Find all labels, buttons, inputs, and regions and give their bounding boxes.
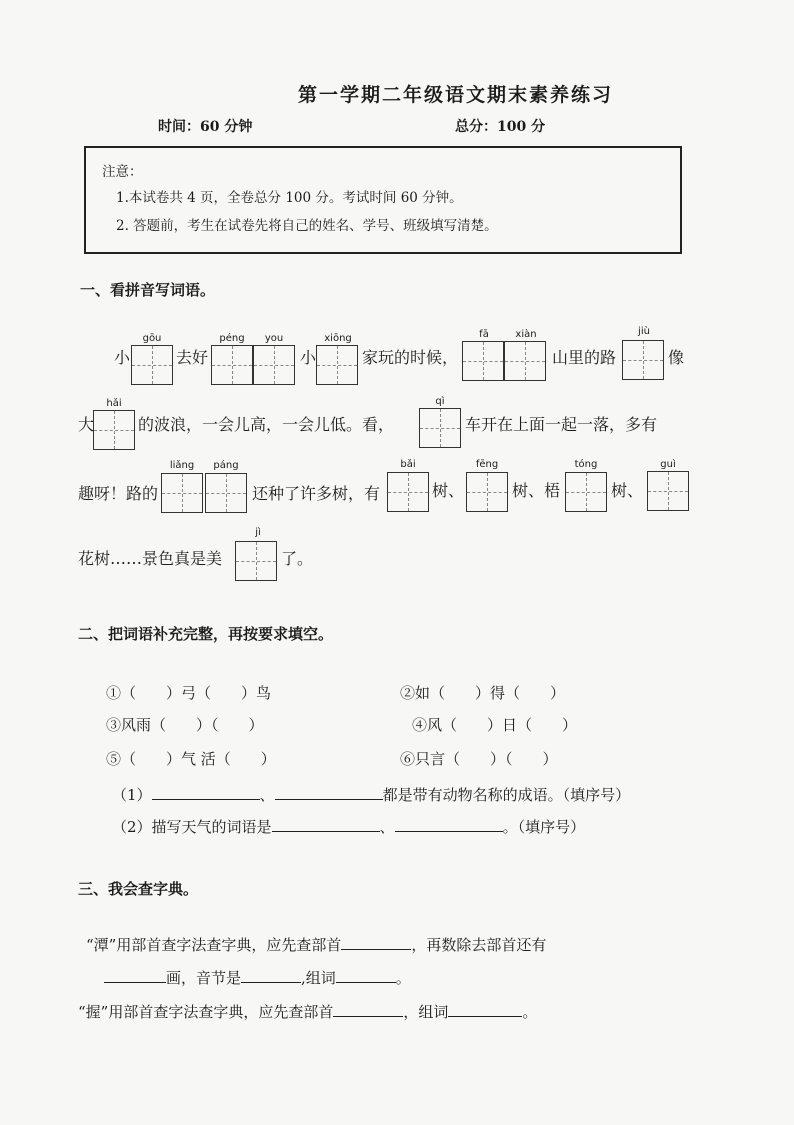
answer-blank-q2-b[interactable] — [395, 817, 503, 832]
write-box-jiu[interactable] — [622, 340, 664, 380]
pinyin-xian: xiàn — [515, 329, 537, 340]
pinyin-bai: bǎi — [400, 459, 416, 470]
notice-line-1: 1.本试卷共 4 页，全卷总分 100 分。考试时间 60 分钟。 — [116, 190, 463, 206]
answer-blank-tan-strokes[interactable] — [104, 968, 166, 983]
write-box-xiong[interactable] — [316, 345, 358, 385]
pinyin-jiu: jiù — [638, 326, 650, 337]
notice-line-2: 2. 答题前，考生在试卷先将自己的姓名、学号、班级填写清楚。 — [116, 218, 498, 234]
answer-blank-tan-radical[interactable] — [341, 935, 411, 950]
question-2 — [112, 816, 585, 837]
write-box-you[interactable] — [253, 345, 295, 385]
total-score: 总分：100 分 — [455, 119, 546, 135]
page-title: 第一学期二年级语文期末素养练习 — [298, 84, 614, 106]
notice-label: 注意： — [102, 164, 143, 180]
pinyin-ji: jì — [255, 527, 261, 538]
section-2-heading: 二、把词语补充完整，再按要求填空。 — [78, 625, 334, 643]
write-box-gou[interactable] — [131, 345, 173, 385]
text-che: 车开在上面一起一落，多有 — [465, 415, 658, 434]
idiom-item-1: ①（ ）弓（ ）鸟 — [106, 684, 272, 702]
write-box-liang[interactable] — [161, 473, 203, 513]
pinyin-peng: péng — [219, 333, 245, 344]
dict-q2-text-c: 。 — [522, 1003, 538, 1021]
write-box-pang[interactable] — [205, 473, 247, 513]
text-shan-li: 山里的路 — [552, 348, 617, 367]
pinyin-fa: fā — [479, 329, 489, 340]
dict-q2-text-b: ，组词 — [403, 1003, 449, 1021]
write-box-feng[interactable] — [466, 472, 508, 512]
idiom-item-2: ②如（ ）得（ ） — [400, 684, 566, 702]
idiom-item-4: ④风（ ）日（ ） — [412, 716, 578, 734]
idiom-item-6: ⑥只言（ ）（ ） — [400, 750, 558, 768]
pinyin-qi: qì — [435, 396, 445, 407]
text-qu-hao: 去好 — [176, 348, 209, 367]
write-box-ji[interactable] — [235, 541, 277, 581]
text-shu-1: 树、 — [432, 481, 465, 500]
write-box-hai[interactable] — [93, 410, 135, 450]
answer-blank-q1-a[interactable] — [152, 785, 260, 800]
section-1-heading: 一、看拼音写词语。 — [80, 281, 216, 299]
pinyin-gou: gōu — [142, 333, 162, 344]
write-box-gui[interactable] — [647, 471, 689, 511]
write-box-peng[interactable] — [211, 345, 253, 385]
text-da: 大 — [78, 415, 95, 434]
dict-q1-text-c: 画，音节是 — [166, 969, 242, 987]
text-qu-ya: 趣呀！路的 — [78, 484, 159, 503]
dictionary-question-2 — [78, 1001, 537, 1022]
answer-blank-wo-radical[interactable] — [333, 1002, 403, 1017]
question-2-sep: 、 — [379, 818, 395, 836]
text-jia-wan: 家玩的时候， — [362, 348, 459, 367]
text-shu-3: 树、 — [611, 481, 644, 500]
text-shu-2: 树、梧 — [512, 481, 561, 500]
dict-q1-text-e: 。 — [395, 969, 411, 987]
write-box-qi[interactable] — [419, 408, 461, 448]
dict-q1-text-a: “潭”用部首查字法查字典，应先查部首 — [86, 936, 342, 954]
text-bo-lang: 的波浪，一会儿高，一会儿低。看， — [138, 415, 395, 434]
text-le: 了。 — [281, 549, 314, 568]
idiom-item-3: ③风雨（ ）（ ） — [106, 716, 264, 734]
answer-blank-q1-b[interactable] — [275, 785, 383, 800]
pinyin-xiong: xiōng — [324, 333, 352, 344]
question-1-sep: 、 — [259, 786, 275, 804]
question-2-prefix: （2）描写天气的词语是 — [112, 818, 272, 836]
time-limit: 时间：60 分钟 — [158, 119, 253, 135]
answer-blank-wo-word[interactable] — [448, 1002, 522, 1017]
question-1-suffix: 都是带有动物名称的成语。（填序号） — [382, 786, 631, 804]
pinyin-gui: guì — [660, 459, 676, 470]
text-hua-shu: 花树……景色真是美 — [78, 549, 223, 568]
write-box-tong[interactable] — [565, 472, 607, 512]
question-2-suffix: 。（填序号） — [502, 818, 586, 836]
answer-blank-tan-syllable[interactable] — [241, 968, 301, 983]
pinyin-you: you — [264, 333, 284, 344]
pinyin-tong: tóng — [574, 459, 598, 470]
pinyin-pang: páng — [213, 460, 239, 471]
write-box-xian[interactable] — [504, 341, 546, 381]
pinyin-feng: fēng — [475, 459, 499, 470]
section-3-heading: 三、我会查字典。 — [78, 880, 199, 898]
idiom-item-5: ⑤（ ）气 活（ ） — [106, 750, 276, 768]
dict-q1-text-d: ,组词 — [301, 969, 336, 987]
question-1-prefix: （1） — [112, 786, 152, 804]
text-xiang: 像 — [668, 348, 685, 367]
dict-q2-text-a: “握”用部首查字法查字典，应先查部首 — [78, 1003, 334, 1021]
dictionary-question-1-cont — [104, 967, 411, 988]
write-box-fa[interactable] — [462, 341, 504, 381]
answer-blank-q2-a[interactable] — [272, 817, 380, 832]
write-box-bai[interactable] — [387, 472, 429, 512]
answer-blank-tan-word[interactable] — [336, 968, 396, 983]
text-xiao-2: 小 — [300, 348, 317, 367]
text-huan-zhong: 还种了许多树，有 — [252, 484, 381, 503]
question-1 — [112, 784, 630, 805]
pinyin-liang: liǎng — [169, 460, 195, 471]
dict-q1-text-b: ，再数除去部首还有 — [411, 936, 547, 954]
dictionary-question-1 — [86, 934, 546, 955]
pinyin-hai: hǎi — [106, 398, 122, 409]
text-xiao-1: 小 — [114, 348, 131, 367]
notice-box — [84, 146, 682, 254]
